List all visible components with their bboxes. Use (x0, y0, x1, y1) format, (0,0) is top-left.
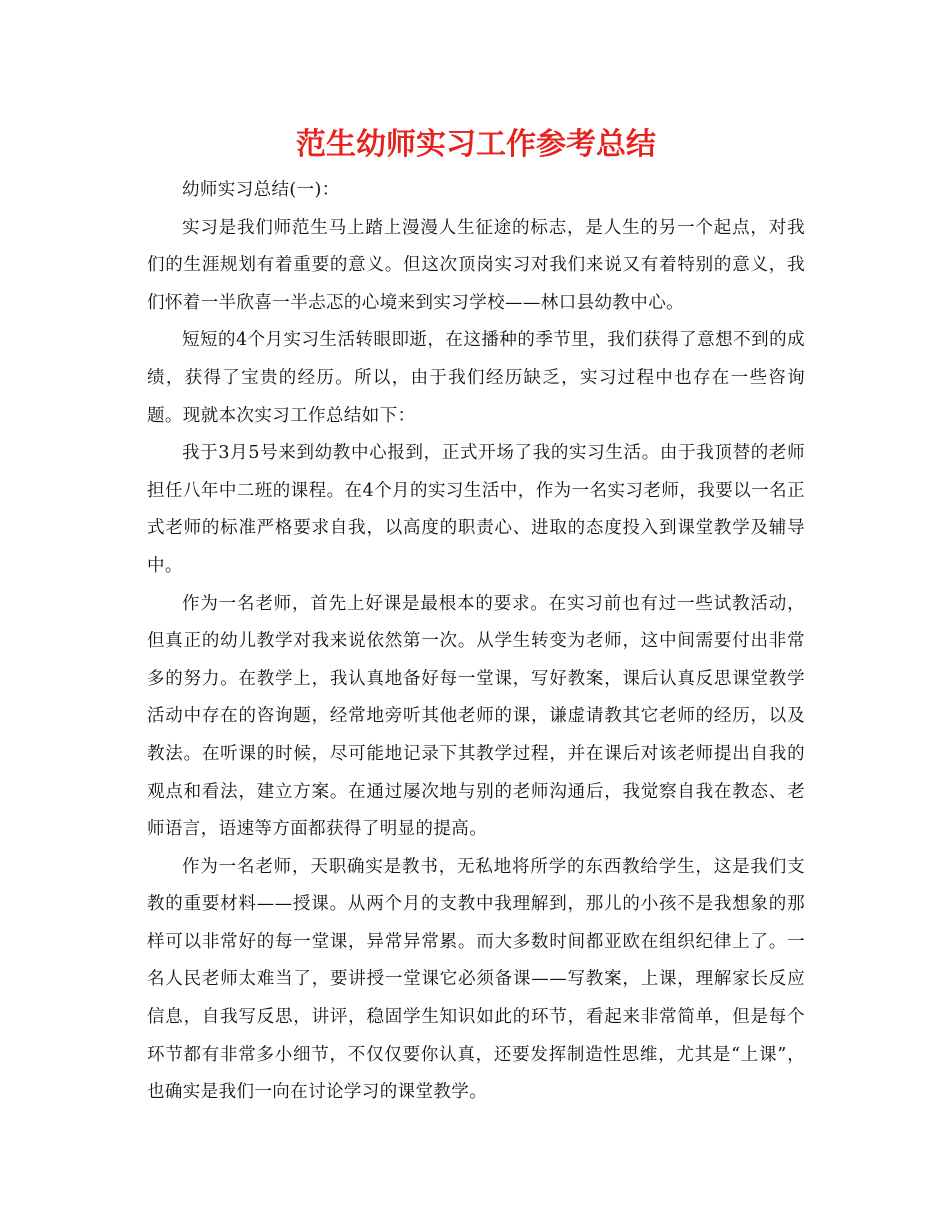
paragraph: 短短的4个月实习生活转眼即逝，在这播种的季节里，我们获得了意想不到的成绩，获得了宝贵的经历。所以，由于我们经历缺乏，实习过程中也存在一些咨询题。现就本次实习工作总结如下： (147, 330, 805, 426)
paragraph: 作为一名老师，天职确实是教书，无私地将所学的东西教给学生，这是我们支教的重要材料——授课。从两个月的支教中我理解到，那儿的小孩不是我想象的那样可以非常好的每一堂课，异常异常累。而大多数时间都亚欧在组织纪律上了。一名人民老师太难当了，要讲授一堂课它必须备课——写教案，上课，理解家长反应信息，自我写反思，讲评，稳固学生知识如此的环节，看起来非常简单，但是每个环节都有非常多小细节，不仅仅要你认真，还要发挥制造性思维，尤其是“上课”，也确实是我们一向在讨论学习的课堂教学。 (147, 856, 805, 1103)
document-title: 范生幼师实习工作参考总结 (296, 127, 656, 162)
paragraph-subheading: 幼师实习总结(一)： (182, 180, 340, 200)
document-body (147, 172, 805, 1112)
paragraph: 我于3月5号来到幼教中心报到，正式开场了我的实习生活。由于我顶替的老师担任八年中二班的课程。在4个月的实习生活中，作为一名实习老师，我要以一名正式老师的标准严格要求自我，以高度的职责心、进取的态度投入到课堂教学及辅导中。 (147, 443, 805, 576)
paragraph: 实习是我们师范生马上踏上漫漫人生征途的标志，是人生的另一个起点，对我们的生涯规划有着重要的意义。但这次顶岗实习对我们来说又有着特别的意义，我们怀着一半欣喜一半忐忑的心境来到实习学校——林口县幼教中心。 (147, 217, 805, 313)
paragraph: 作为一名老师，首先上好课是最根本的要求。在实习前也有过一些试教活动，但真正的幼儿教学对我来说依然第一次。从学生转变为老师，这中间需要付出非常多的努力。在教学上，我认真地备好每一堂课，写好教案，课后认真反思课堂教学活动中存在的咨询题，经常地旁听其他老师的课，谦虚请教其它老师的经历，以及教法。在听课的时候，尽可能地记录下其教学过程，并在课后对该老师提出自我的观点和看法，建立方案。在通过屡次地与别的老师沟通后，我觉察自我在教态、老师语言，语速等方面都获得了明显的提高。 (147, 593, 805, 840)
document-page (147, 118, 805, 1112)
